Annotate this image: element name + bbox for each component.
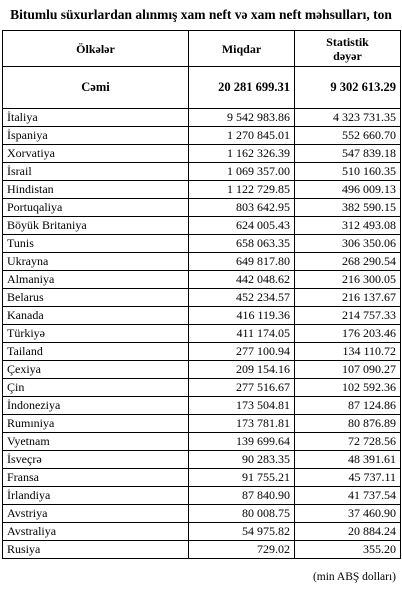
table-row bbox=[3, 379, 401, 397]
quantity-cell: 411 174.05 bbox=[189, 325, 295, 343]
header-row bbox=[3, 31, 401, 67]
table-row bbox=[3, 433, 401, 451]
table-row bbox=[3, 109, 401, 127]
value-cell: 87 124.86 bbox=[295, 397, 401, 415]
table-row bbox=[3, 217, 401, 235]
quantity-cell: 54 975.82 bbox=[189, 523, 295, 541]
header-country: Ölkələr bbox=[3, 31, 189, 67]
value-cell: 37 460.90 bbox=[295, 505, 401, 523]
quantity-cell: 91 755.21 bbox=[189, 469, 295, 487]
value-cell: 41 737.54 bbox=[295, 487, 401, 505]
table-row bbox=[3, 307, 401, 325]
quantity-cell: 729.02 bbox=[189, 541, 295, 559]
quantity-cell: 1 069 357.00 bbox=[189, 163, 295, 181]
quantity-cell: 139 699.64 bbox=[189, 433, 295, 451]
value-cell: 214 757.33 bbox=[295, 307, 401, 325]
total-row bbox=[3, 67, 401, 109]
table-row bbox=[3, 145, 401, 163]
country-cell: İndoneziya bbox=[3, 397, 189, 415]
country-cell: Vyetnam bbox=[3, 433, 189, 451]
table-row bbox=[3, 523, 401, 541]
header-value bbox=[295, 31, 401, 67]
quantity-cell: 416 119.36 bbox=[189, 307, 295, 325]
value-cell: 80 876.89 bbox=[295, 415, 401, 433]
table-row bbox=[3, 451, 401, 469]
value-cell: 102 592.36 bbox=[295, 379, 401, 397]
country-cell: İsveçrə bbox=[3, 451, 189, 469]
quantity-cell: 90 283.35 bbox=[189, 451, 295, 469]
table-row bbox=[3, 235, 401, 253]
country-cell: Tunis bbox=[3, 235, 189, 253]
quantity-cell: 173 781.81 bbox=[189, 415, 295, 433]
quantity-cell: 658 063.35 bbox=[189, 235, 295, 253]
total-quantity: 20 281 699.31 bbox=[189, 67, 295, 109]
country-cell: Rusiya bbox=[3, 541, 189, 559]
total-label: Cəmi bbox=[3, 67, 189, 109]
quantity-cell: 442 048.62 bbox=[189, 271, 295, 289]
country-cell: İrlandiya bbox=[3, 487, 189, 505]
table-row bbox=[3, 199, 401, 217]
quantity-cell: 277 100.94 bbox=[189, 343, 295, 361]
value-cell: 72 728.56 bbox=[295, 433, 401, 451]
quantity-cell: 624 005.43 bbox=[189, 217, 295, 235]
table-row bbox=[3, 163, 401, 181]
value-cell: 312 493.08 bbox=[295, 217, 401, 235]
value-cell: 176 203.46 bbox=[295, 325, 401, 343]
country-cell: Portuqaliya bbox=[3, 199, 189, 217]
quantity-cell: 1 270 845.01 bbox=[189, 127, 295, 145]
value-cell: 45 737.11 bbox=[295, 469, 401, 487]
quantity-cell: 87 840.90 bbox=[189, 487, 295, 505]
country-cell: Hindistan bbox=[3, 181, 189, 199]
table-row bbox=[3, 541, 401, 559]
header-value-line2: dəyər bbox=[333, 48, 362, 63]
table-row bbox=[3, 181, 401, 199]
value-cell: 268 290.54 bbox=[295, 253, 401, 271]
value-cell: 216 137.67 bbox=[295, 289, 401, 307]
table-row bbox=[3, 127, 401, 145]
country-cell: Böyük Britaniya bbox=[3, 217, 189, 235]
value-cell: 552 660.70 bbox=[295, 127, 401, 145]
quantity-cell: 209 154.16 bbox=[189, 361, 295, 379]
country-cell: Belarus bbox=[3, 289, 189, 307]
quantity-cell: 80 008.75 bbox=[189, 505, 295, 523]
value-cell: 134 110.72 bbox=[295, 343, 401, 361]
country-cell: Ukrayna bbox=[3, 253, 189, 271]
value-cell: 4 323 731.35 bbox=[295, 109, 401, 127]
country-cell: Tailand bbox=[3, 343, 189, 361]
country-cell: Rumıniya bbox=[3, 415, 189, 433]
country-cell: İspaniya bbox=[3, 127, 189, 145]
country-cell: İtaliya bbox=[3, 109, 189, 127]
value-cell: 216 300.05 bbox=[295, 271, 401, 289]
table-row bbox=[3, 469, 401, 487]
value-cell: 496 009.13 bbox=[295, 181, 401, 199]
country-cell: Çexiya bbox=[3, 361, 189, 379]
header-value-line1: Statistik bbox=[326, 34, 369, 49]
country-cell: Çin bbox=[3, 379, 189, 397]
table-row bbox=[3, 271, 401, 289]
quantity-cell: 452 234.57 bbox=[189, 289, 295, 307]
quantity-cell: 803 642.95 bbox=[189, 199, 295, 217]
value-cell: 107 090.27 bbox=[295, 361, 401, 379]
country-cell: İsrail bbox=[3, 163, 189, 181]
quantity-cell: 173 504.81 bbox=[189, 397, 295, 415]
value-cell: 382 590.15 bbox=[295, 199, 401, 217]
table-row bbox=[3, 325, 401, 343]
country-cell: Avstriya bbox=[3, 505, 189, 523]
table-row bbox=[3, 343, 401, 361]
value-cell: 510 160.35 bbox=[295, 163, 401, 181]
country-cell: Avstraliya bbox=[3, 523, 189, 541]
value-cell: 20 884.24 bbox=[295, 523, 401, 541]
country-cell: Almaniya bbox=[3, 271, 189, 289]
table-row bbox=[3, 361, 401, 379]
table-row bbox=[3, 397, 401, 415]
country-cell: Fransa bbox=[3, 469, 189, 487]
country-cell: Kanada bbox=[3, 307, 189, 325]
table-title: Bitumlu süxurlardan alınmış xam neft və xam neft məhsulları, ton bbox=[10, 7, 392, 22]
table-row bbox=[3, 505, 401, 523]
value-cell: 355.20 bbox=[295, 541, 401, 559]
country-cell: Türkiyə bbox=[3, 325, 189, 343]
value-cell: 306 350.06 bbox=[295, 235, 401, 253]
quantity-cell: 1 162 326.39 bbox=[189, 145, 295, 163]
footnote: (min ABŞ dolları) bbox=[312, 571, 396, 583]
quantity-cell: 1 122 729.85 bbox=[189, 181, 295, 199]
value-cell: 547 839.18 bbox=[295, 145, 401, 163]
table-row bbox=[3, 415, 401, 433]
table-row bbox=[3, 289, 401, 307]
quantity-cell: 277 516.67 bbox=[189, 379, 295, 397]
country-cell: Xorvatiya bbox=[3, 145, 189, 163]
quantity-cell: 649 817.80 bbox=[189, 253, 295, 271]
header-quantity: Miqdar bbox=[189, 31, 295, 67]
table-row bbox=[3, 487, 401, 505]
table-row bbox=[3, 253, 401, 271]
value-cell: 48 391.61 bbox=[295, 451, 401, 469]
data-table bbox=[2, 30, 401, 559]
quantity-cell: 9 542 983.86 bbox=[189, 109, 295, 127]
total-value: 9 302 613.29 bbox=[295, 67, 401, 109]
